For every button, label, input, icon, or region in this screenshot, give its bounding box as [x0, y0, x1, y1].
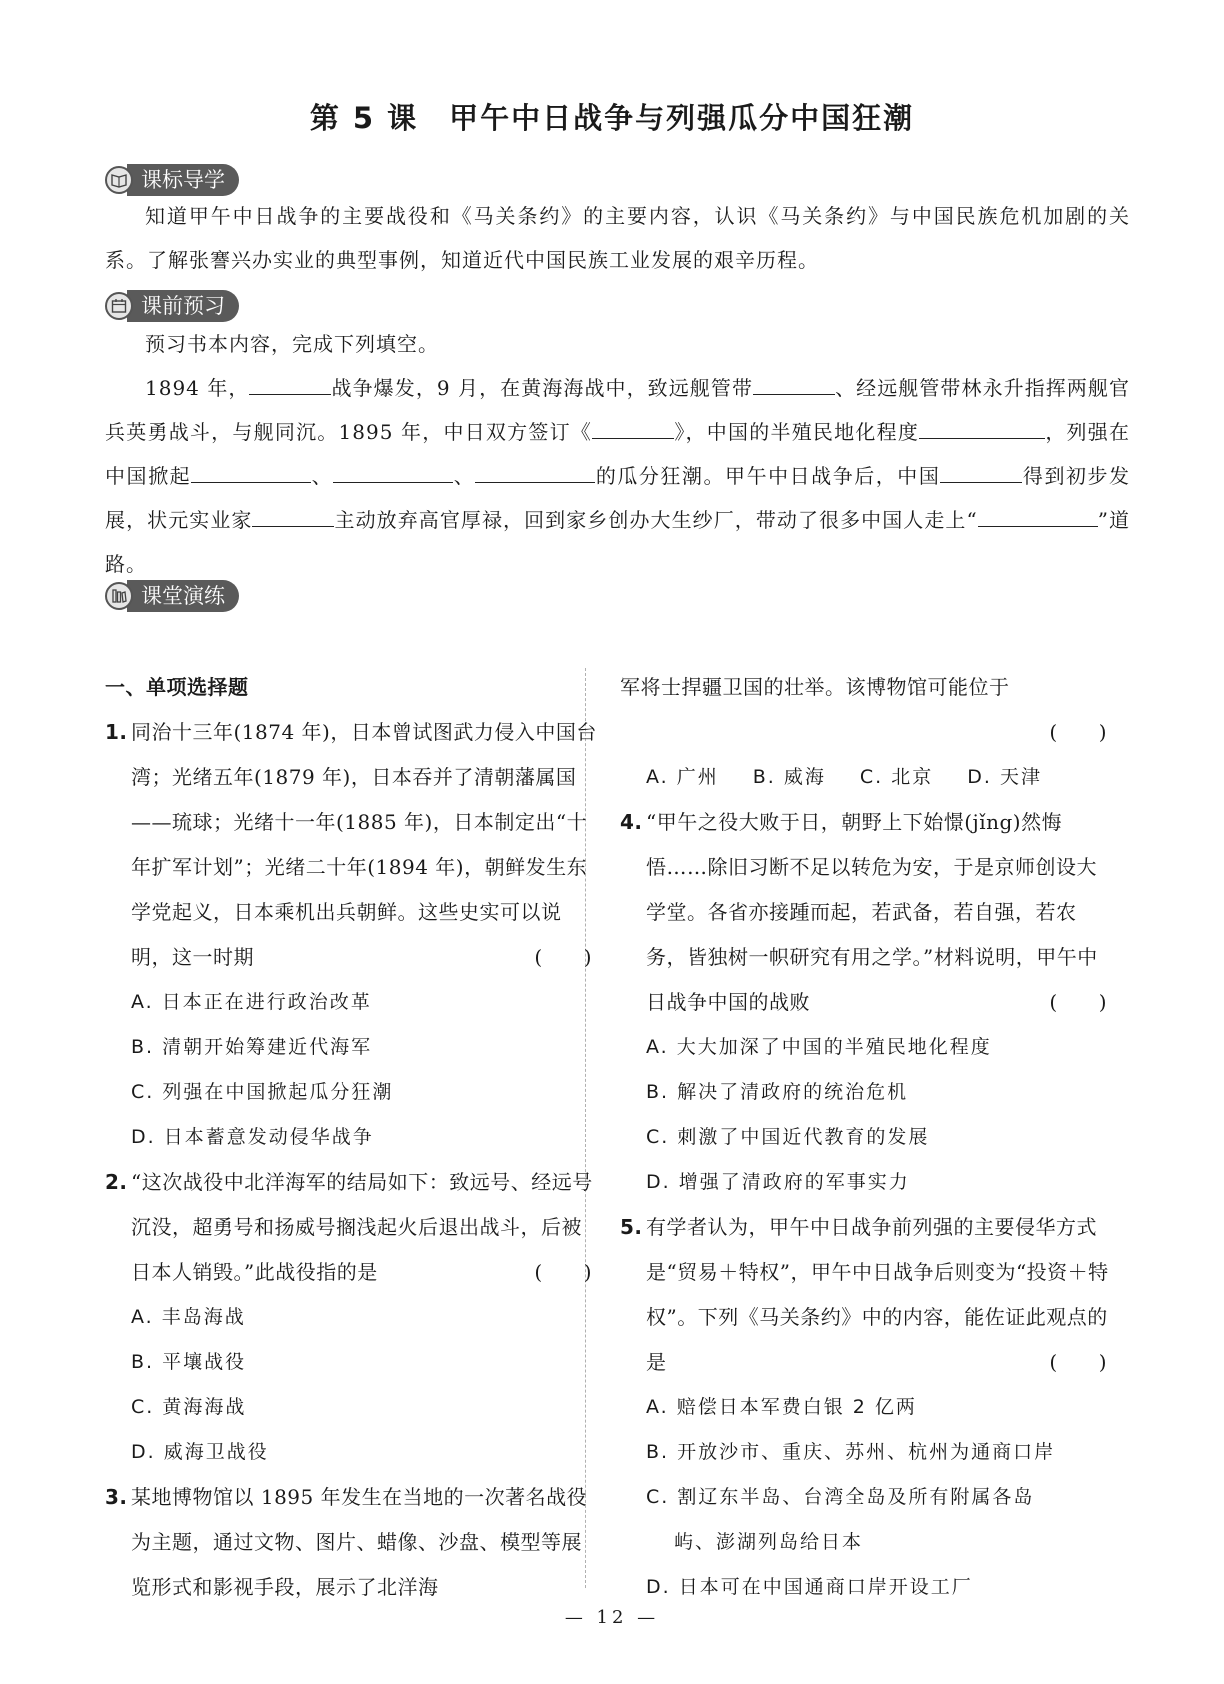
question-2 — [105, 1160, 600, 1295]
section-header-practice — [105, 578, 239, 614]
option-c[interactable]: C. 北京 — [859, 766, 934, 788]
preview-intro: 预习书本内容，完成下列填空。 — [145, 332, 439, 356]
paren-line — [620, 710, 1115, 755]
answer-blank[interactable] — [959, 416, 1045, 439]
right-column — [620, 665, 1115, 1610]
options-row — [620, 755, 1115, 800]
option-b[interactable]: B. 清朝开始筹建近代海军 — [131, 1036, 373, 1058]
guide-paragraph — [105, 194, 1130, 282]
answer-paren[interactable]: ( ) — [1049, 990, 1107, 1014]
answer-paren[interactable]: ( ) — [534, 945, 592, 969]
lesson-title: 第 5 课 甲午中日战争与列强瓜分中国狂潮 — [309, 101, 915, 135]
question-1 — [105, 710, 600, 980]
preview-paragraph — [105, 322, 1130, 586]
option-d[interactable]: D. 增强了清政府的军事实力 — [646, 1171, 910, 1193]
answer-blank[interactable] — [252, 504, 334, 527]
books-icon — [105, 582, 133, 610]
fill-text: 、经远舰管带林永升指挥两舰官兵英勇战斗，与舰同沉。1895 年，中日双方签订《 — [105, 376, 1130, 444]
question-stem: “甲午之役大败于日，朝野上下始憬(jǐng)然悔悟……除旧习断不足以转危为安，于是京师创设大学堂。各省亦接踵而起，若武备，若自强，若农务，皆独树一帜研究有用之学。”材料说明，甲午中日战争中国的战败 — [646, 810, 1098, 1014]
question-3 — [105, 1475, 600, 1610]
question-stem: 有学者认为，甲午中日战争前列强的主要侵华方式是“贸易＋特权”，甲午中日战争后则变为“投资＋特权”。下列《马关条约》中的内容，能佐证此观点的是 — [646, 1215, 1109, 1374]
answer-paren[interactable]: ( ) — [1049, 720, 1107, 744]
section-label: 课堂演练 — [127, 580, 239, 612]
question-stem: 某地博物馆以 1895 年发生在当地的一次著名战役为主题，通过文物、图片、蜡像、沙盘、模型等展览形式和影视手段，展示了北洋海 — [131, 1485, 588, 1599]
answer-blank[interactable] — [249, 372, 331, 395]
option-c[interactable]: C. 黄海海战 — [131, 1396, 247, 1418]
answer-blank[interactable] — [592, 416, 674, 439]
answer-blank[interactable] — [333, 460, 453, 483]
option-a[interactable]: A. 日本正在进行政治改革 — [131, 991, 372, 1013]
option-a[interactable]: A. 大大加深了中国的半殖民地化程度 — [646, 1036, 992, 1058]
answer-blank[interactable] — [475, 460, 595, 483]
option-a[interactable]: A. 广州 — [646, 766, 719, 788]
section-header-guide — [105, 162, 239, 198]
answer-blank[interactable] — [753, 372, 835, 395]
question-number: 3. — [105, 1485, 128, 1509]
page-number: — 12 — — [564, 1607, 660, 1628]
question-number: 2. — [105, 1170, 128, 1194]
option-b[interactable]: B. 开放沙市、重庆、苏州、杭州为通商口岸 — [646, 1441, 1056, 1463]
option-b[interactable]: B. 解决了清政府的统治危机 — [646, 1081, 909, 1103]
option-d[interactable]: D. 日本蓄意发动侵华战争 — [131, 1126, 374, 1148]
question-number: 4. — [620, 810, 643, 834]
answer-blank[interactable] — [978, 504, 1098, 527]
answer-blank[interactable] — [919, 416, 959, 439]
option-d[interactable]: D. 日本可在中国通商口岸开设工厂 — [646, 1576, 973, 1598]
fill-text: 战争爆发，9 月，在黄海海战中，致远舰管带 — [331, 376, 754, 400]
preview-fill-in — [105, 366, 1130, 586]
fill-text: 、 — [453, 464, 476, 488]
option-c-continued: 屿、澎湖列岛给日本 — [674, 1531, 864, 1553]
fill-text: 主动放弃高官厚禄，回到家乡创办大生纱厂，带动了很多中国人走上“ — [334, 508, 978, 532]
question-stem: 军将士捍疆卫国的壮举。该博物馆可能位于 — [620, 675, 1010, 699]
answer-paren[interactable]: ( ) — [534, 1260, 592, 1284]
book-icon — [105, 166, 133, 194]
guide-text: 知道甲午中日战争的主要战役和《马关条约》的主要内容，认识《马关条约》与中国民族危机加剧的关系。了解张謇兴办实业的典型事例，知道近代中国民族工业发展的艰辛历程。 — [105, 204, 1130, 272]
fill-text: 得到初步发展，状元实业家 — [105, 464, 1131, 532]
option-a[interactable]: A. 丰岛海战 — [131, 1306, 246, 1328]
fill-text: 1894 年， — [145, 376, 250, 400]
question-number: 5. — [620, 1215, 643, 1239]
question-3-continued — [620, 665, 1115, 710]
question-5 — [620, 1205, 1115, 1385]
option-c[interactable]: C. 割辽东半岛、台湾全岛及所有附属各岛 — [646, 1486, 1035, 1508]
fill-text: 的瓜分狂潮。甲午中日战争后，中国 — [595, 464, 941, 488]
question-stem: “这次战役中北洋海军的结局如下：致远号、经远号沉没，超勇号和扬威号搁浅起火后退出战斗，后被日本人销毁。”此战役指的是 — [131, 1170, 593, 1284]
option-c[interactable]: C. 列强在中国掀起瓜分狂潮 — [131, 1081, 394, 1103]
option-d[interactable]: D. 天津 — [967, 766, 1042, 788]
section-label: 课前预习 — [127, 290, 239, 322]
option-b[interactable]: B. 平壤战役 — [131, 1351, 247, 1373]
answer-blank[interactable] — [191, 460, 311, 483]
section-label: 课标导学 — [127, 164, 239, 196]
fill-text: 、 — [311, 464, 334, 488]
fill-text: ”道路。 — [105, 508, 1131, 576]
option-c[interactable]: C. 刺激了中国近代教育的发展 — [646, 1126, 930, 1148]
question-number: 1. — [105, 720, 128, 744]
fill-text: ，列强在中国掀起 — [105, 420, 1131, 488]
part-title: 一、单项选择题 — [105, 675, 249, 699]
option-d[interactable]: D. 威海卫战役 — [131, 1441, 269, 1463]
answer-blank[interactable] — [940, 460, 1022, 483]
answer-paren[interactable]: ( ) — [1049, 1350, 1107, 1374]
section-header-preview — [105, 288, 239, 324]
option-a[interactable]: A. 赔偿日本军费白银 2 亿两 — [646, 1396, 917, 1418]
calendar-icon — [105, 292, 133, 320]
fill-text: 》，中国的半殖民地化程度 — [674, 420, 920, 444]
option-b[interactable]: B. 威海 — [752, 766, 826, 788]
left-column — [105, 665, 600, 1610]
question-4 — [620, 800, 1115, 1025]
question-stem: 同治十三年(1874 年)，日本曾试图武力侵入中国台湾；光绪五年(1879 年)，日本吞并了清朝藩属国——琉球；光绪十一年(1885 年)，日本制定出“十年扩军计划”；光绪二十年(1894 年)，朝鲜发生东学党起义，日本乘机出兵朝鲜。这些史实可以说明，这一时期 — [131, 720, 597, 969]
